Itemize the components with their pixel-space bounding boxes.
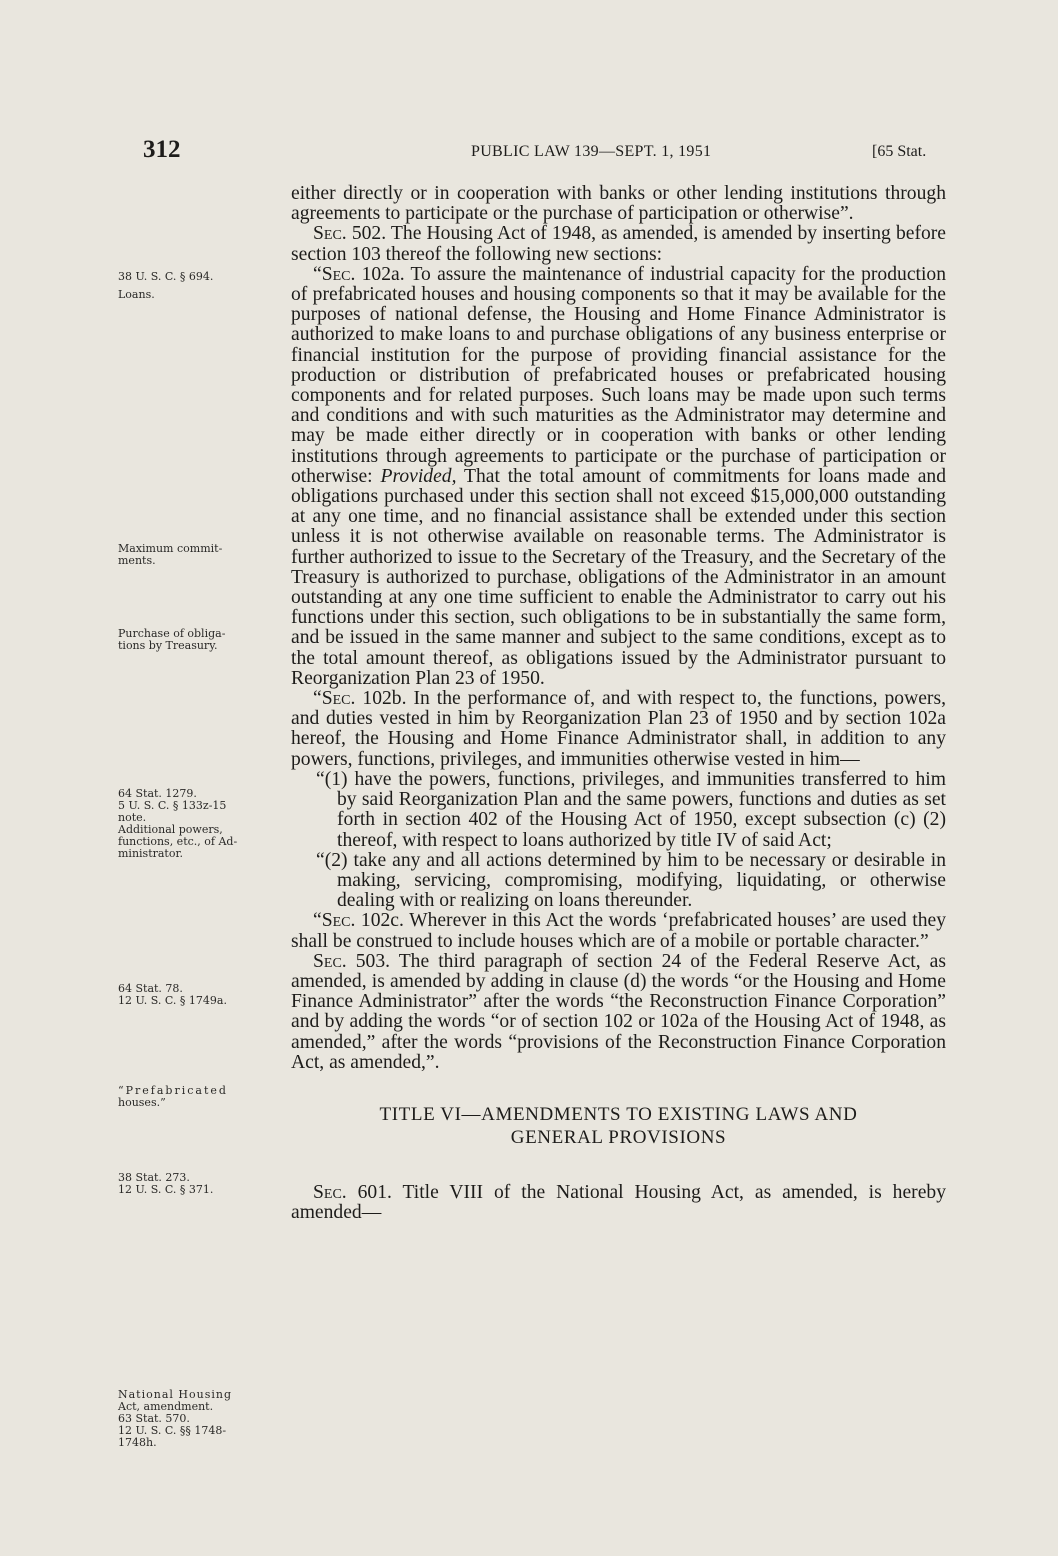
section-601 <box>291 1183 946 1223</box>
paragraph-text: 102b. In the performance of, and with respect to, the functions, powers, and duties vested in him by Reorganization Plan 23 of 1950 and by section 102a hereof, the Housing and Home Finance Administrator shall, in addition to any powers, functions, privileges, and immunities otherwise vested in him— <box>291 688 946 770</box>
section-102b <box>291 689 946 770</box>
running-head: PUBLIC LAW 139—SEPT. 1, 1951 <box>471 143 712 160</box>
sec-label: Sec. <box>321 263 356 285</box>
margin-note-38-stat-273 <box>118 1172 283 1196</box>
margin-note-national-housing-act <box>118 1389 283 1449</box>
paragraph-text: 503. The third paragraph of section 24 of the Federal Reserve Act, as amended, is amended by adding in clause (d) the words “or the Housing and Home Finance Administrator” after the words “the Reconstruction Finance Corporation” and by adding the words “or of section 102 or 102a of the Housing Act of 1948, as amended,” after the words “provisions of the Reconstruction Finance Corporation Act, as amended,”. <box>291 950 946 1073</box>
note-line: 12 U. S. C. § 1749a. <box>118 994 227 1007</box>
note-line: Purchase of obliga- <box>118 627 226 640</box>
sec-label: Sec. <box>321 910 356 932</box>
title-line: TITLE VI—AMENDMENTS TO EXISTING LAWS AND <box>379 1103 858 1125</box>
note-line: Act, amendment. <box>118 1400 214 1413</box>
paragraph-continuation <box>291 184 946 224</box>
note-line: 1748h. <box>118 1436 157 1449</box>
title-heading <box>291 1103 946 1149</box>
note-line: ministrator. <box>118 847 184 860</box>
margin-note-prefabricated-houses <box>118 1085 283 1109</box>
note-line: 38 Stat. 273. <box>118 1171 190 1184</box>
volume-reference: [65 Stat. <box>872 143 927 160</box>
body-text <box>291 184 946 1223</box>
note-line: “Prefabricated <box>118 1084 228 1097</box>
section-102a <box>291 265 946 689</box>
provided-label: Provided, <box>380 465 457 487</box>
margin-notes <box>0 0 290 1556</box>
note-line: 63 Stat. 570. <box>118 1412 190 1425</box>
title-line: GENERAL PROVISIONS <box>510 1126 727 1148</box>
paragraph-text: 502. The Housing Act of 1948, as amended, is amended by inserting before section 103 thereof the following new sections: <box>291 223 946 265</box>
note-line: 5 U. S. C. § 133z-15 <box>118 799 227 812</box>
paragraph-text: That the total amount of commitments for loans made and obligations purchased under this section shall not exceed $15,000,000 outstanding at any one time, and no financial assistance shall be extended under this section unless it is not otherwise available on reasonable terms. The Administrator is further authorized to issue to the Secretary of the Treasury, and the Secretary of the Treasury is authorized to purchase, obligations of the Administrator in an amount outstanding at any one time sufficient to enable the Administrator to carry out his functions under this section, such obligations to be in substantially the same form, and be issued in the same manner and subject to the same conditions, except as to the total amount thereof, as obligations issued by the Administrator pursuant to Reorganization Plan 23 of 1950. <box>291 465 946 689</box>
margin-note-purchase-by-treasury <box>118 628 283 652</box>
note-line: houses.” <box>118 1096 166 1109</box>
clause-2 <box>291 851 946 912</box>
note-line: note. <box>118 811 147 824</box>
paragraph-text: either directly or in cooperation with banks or other lending institutions through agreements to participate or the purchase of participation or otherwise”. <box>291 183 946 225</box>
page-number: 312 <box>143 136 181 163</box>
sec-label: Sec. <box>321 688 356 710</box>
paragraph-text: 102a. To assure the maintenance of industrial capacity for the production of prefabricated houses and housing components so that it may be available for the purposes of national defense, the Housing and Home Finance Administrator is authorized to make loans to and purchase obligations of any business enterprise or financial institution for the purpose of providing financial assistance for the production or distribution of prefabricated houses or prefabricated housing components and for related purposes. Such loans may be made upon such terms and conditions and with such maturities as the Administrator may determine and may be made either directly or in cooperation with banks or other lending institutions through agreements to participate or the purchase of participation or otherwise: <box>291 263 946 487</box>
quote-mark: “ <box>313 263 322 285</box>
margin-note-maximum-commitments <box>118 543 283 567</box>
note-line: 12 U. S. C. § 371. <box>118 1183 214 1196</box>
note-line: 64 Stat. 78. <box>118 982 183 995</box>
note-line: 38 U. S. C. § 694. <box>118 270 214 283</box>
note-line: Maximum commit- <box>118 542 223 555</box>
margin-note-64-stat-78 <box>118 983 283 1007</box>
paragraph-text: “(2) take any and all actions determined by him to be necessary or desirable in making, servicing, compromising, modifying, liquidating, or otherwise dealing with or realizing on loans thereunder. <box>316 849 946 912</box>
sec-label: Sec. <box>313 223 347 245</box>
note-line: Additional powers, <box>118 823 223 836</box>
note-line: functions, etc., of Ad- <box>118 835 238 848</box>
paragraph-text: 601. Title VIII of the National Housing Act, as amended, is hereby amended— <box>291 1181 946 1224</box>
clause-1 <box>291 770 946 851</box>
note-line: ments. <box>118 554 156 567</box>
sec-label: Sec. <box>313 950 347 972</box>
section-502 <box>291 224 946 264</box>
note-line: Loans. <box>118 288 155 301</box>
note-line: 12 U. S. C. §§ 1748- <box>118 1424 227 1437</box>
note-line: tions by Treasury. <box>118 639 218 652</box>
note-line: National Housing <box>118 1388 232 1401</box>
paragraph-text: “(1) have the powers, functions, privileges, and immunities transferred to him by said Reorganization Plan and the same powers, functions and duties as set forth in section 402 of the Housing Act of 1950, except subsection (c) (2) thereof, with respect to loans authorized by title IV of said Act; <box>316 768 946 851</box>
section-102c <box>291 911 946 951</box>
sec-label: Sec. <box>313 1181 347 1203</box>
paragraph-text: 102c. Wherever in this Act the words ‘prefabricated houses’ are used they shall be construed to include houses which are of a mobile or portable character.” <box>291 910 946 952</box>
margin-note-loans <box>118 271 283 301</box>
quote-mark: “ <box>313 688 322 710</box>
section-503 <box>291 952 946 1073</box>
note-line: 64 Stat. 1279. <box>118 787 197 800</box>
quote-mark: “ <box>313 910 322 932</box>
margin-note-additional-powers <box>118 788 283 860</box>
